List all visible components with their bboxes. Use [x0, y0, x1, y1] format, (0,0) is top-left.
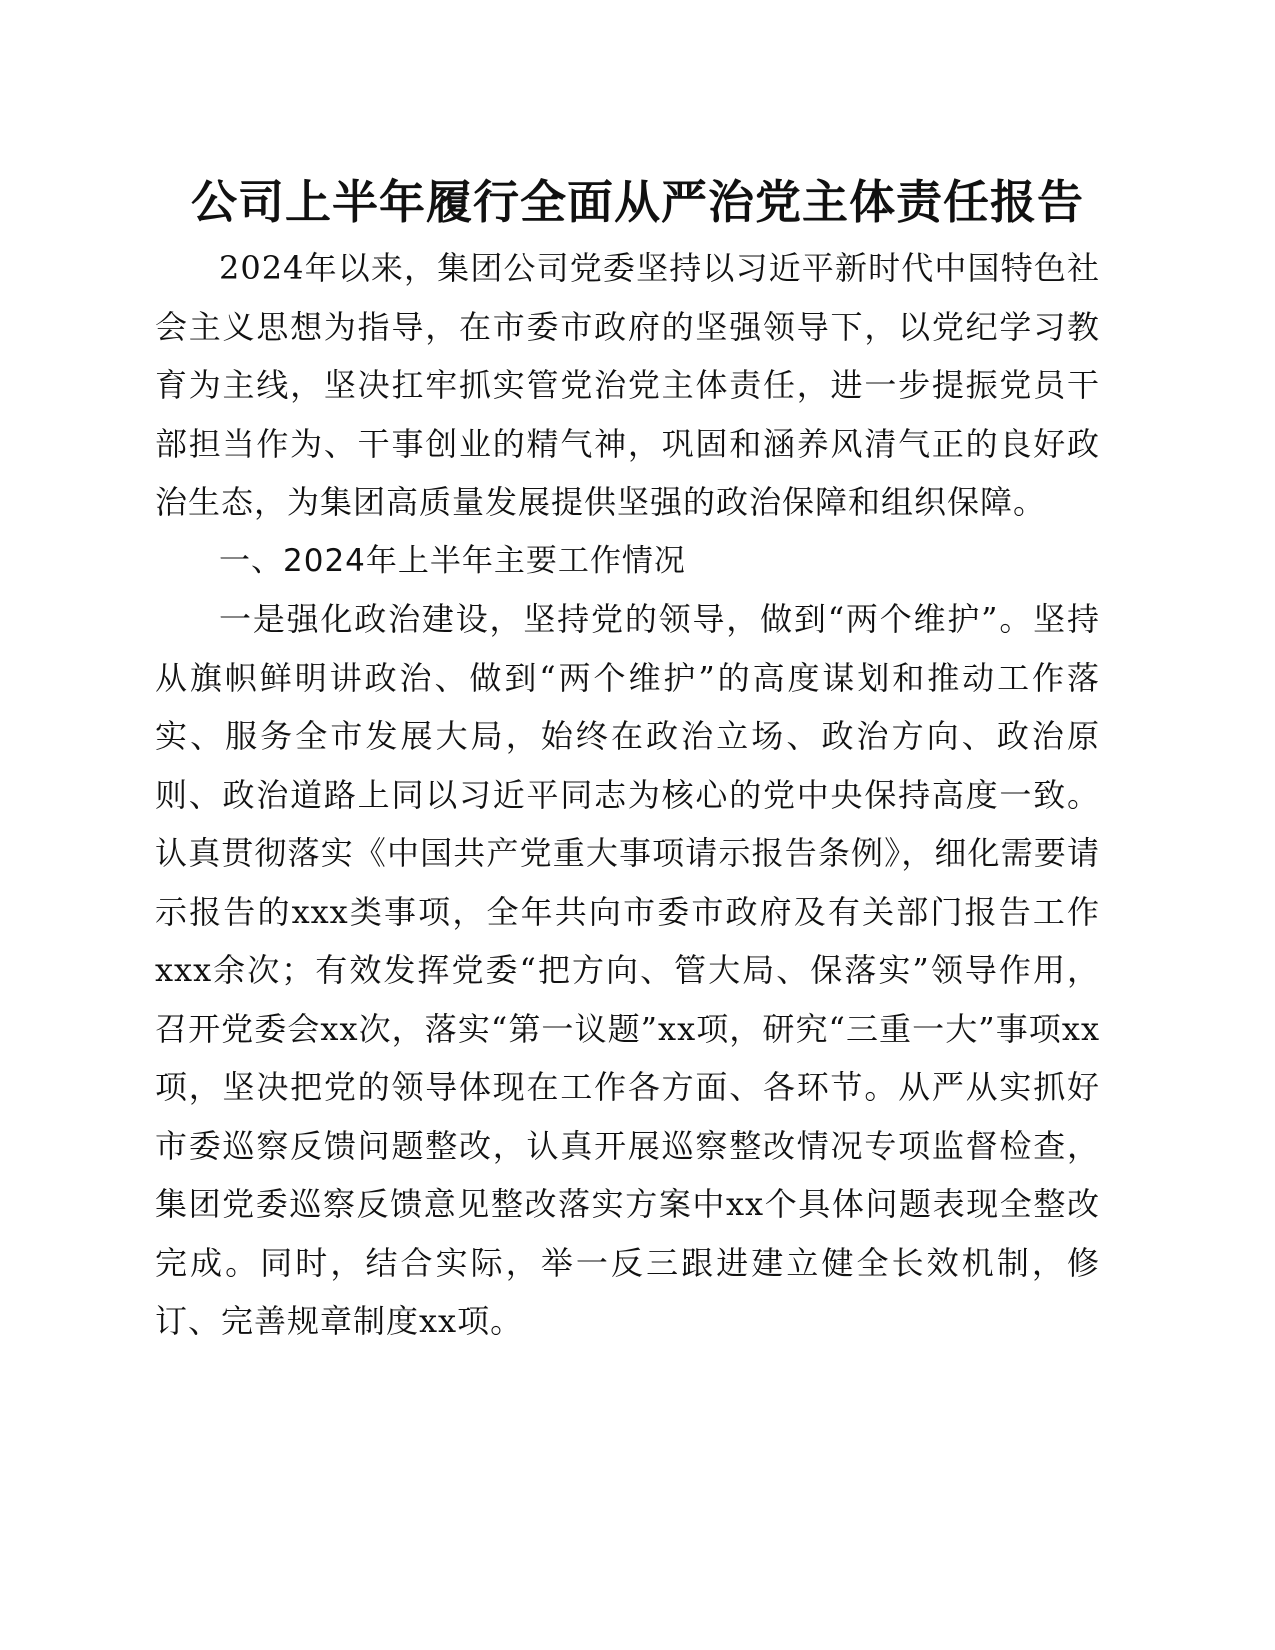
section-paragraph: 一是强化政治建设，坚持党的领导，做到“两个维护”。坚持从旗帜鲜明讲政治、做到“两个维护”的高度谋划和推动工作落实、服务全市发展大局，始终在政治立场、政治方向、政治原则、政治道路上同以习近平同志为核心的党中央保持高度一致。认真贯彻落实《中国共产党重大事项请示报告条例》，细化需要请示报告的xxx类事项，全年共向市委市政府及有关部门报告工作xxx余次；有效发挥党委“把方向、管大局、保落实”领导作用，召开党委会xx次，落实“第一议题”xx项，研究“三重一大”事项xx项，坚决把党的领导体现在工作各方面、各环节。从严从实抓好市委巡察反馈问题整改，认真开展巡察整改情况专项监督检查，集团党委巡察反馈意见整改落实方案中xx个具体问题表现全整改完成。同时，结合实际，举一反三跟进建立健全长效机制，修订、完善规章制度xx项。 [155, 600, 1100, 1340]
document-body [155, 239, 1100, 1351]
section-heading: 一、2024年上半年主要工作情况 [219, 542, 686, 579]
intro-paragraph: 2024年以来，集团公司党委坚持以习近平新时代中国特色社会主义思想为指导，在市委市政府的坚强领导下，以党纪学习教育为主线，坚决扛牢抓实管党治党主体责任，进一步提振党员干部担当作为、干事创业的精气神，巩固和涵养风清气正的良好政治生态，为集团高质量发展提供坚强的政治保障和组织保障。 [155, 249, 1100, 521]
document-title: 公司上半年履行全面从严治党主体责任报告 [191, 175, 1084, 229]
